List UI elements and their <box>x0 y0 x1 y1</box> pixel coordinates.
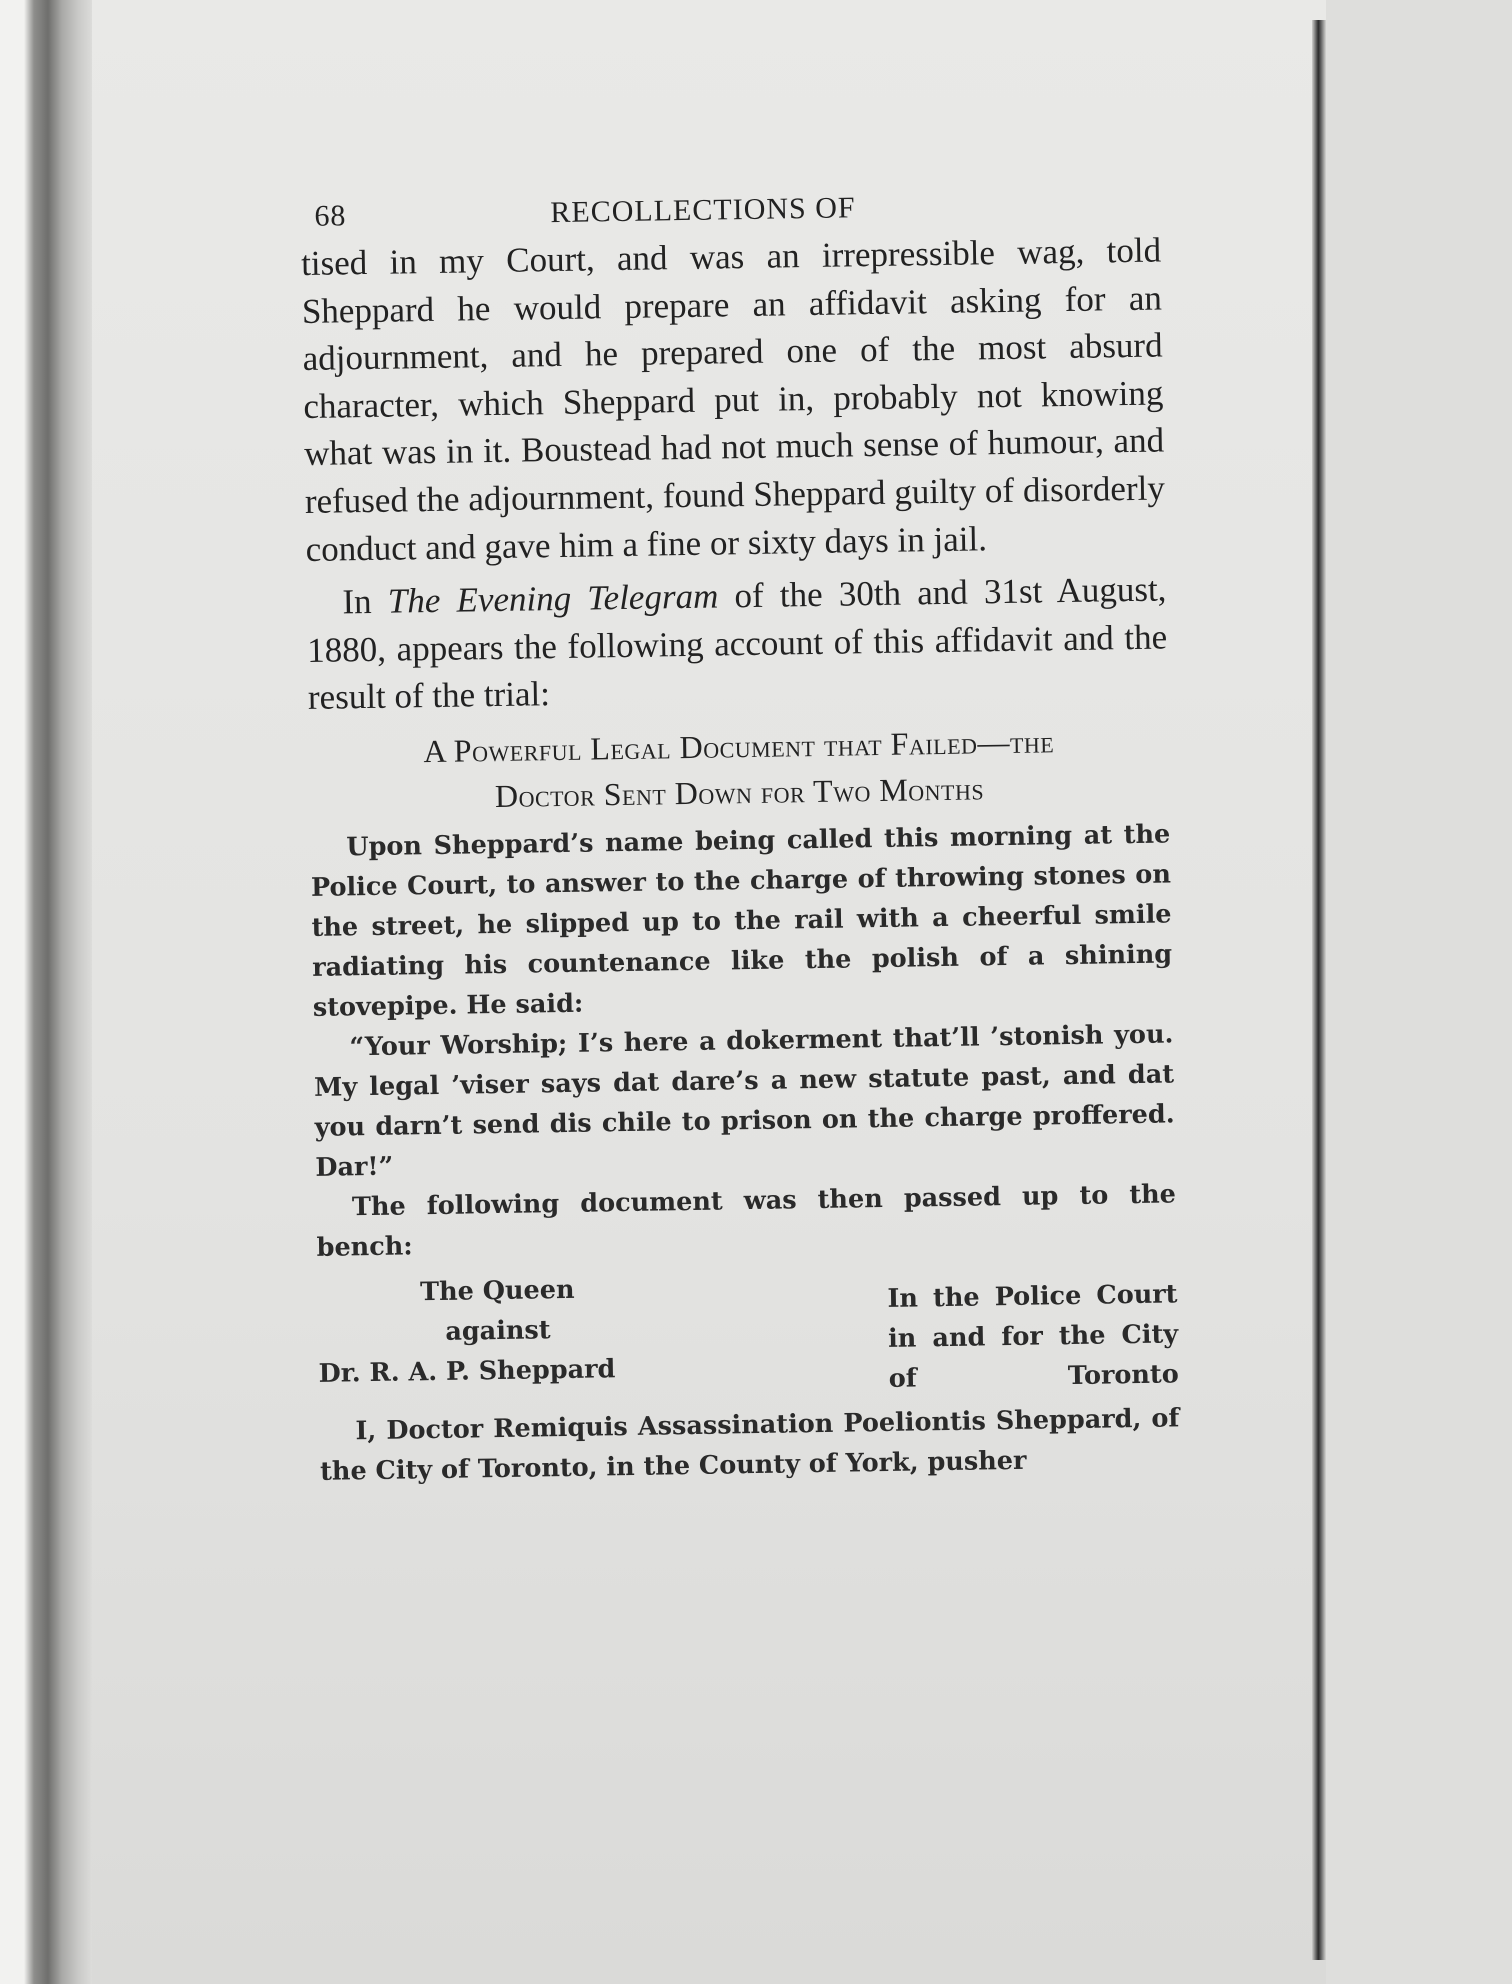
page-content <box>300 176 1180 1491</box>
quoted-paragraph-1: Upon Sheppard’s name being called this morning at the Police Court, to answer to the charge of throwing stones on the street, he slipped up to the rail with a cheerful smile radiating his countenance like the polish of a shining stovepipe. He said: <box>310 819 1173 1023</box>
case-parties <box>317 1268 679 1408</box>
paragraph-1: tised in my Court, and was an irrepressible wag, told Sheppard he would prepare an affidavit asking for an adjournment, and he prepared one of the most absurd character, which Sheppard put in, probably not knowing what was in it. Boustead had not much sense of humour, and refused the adjournment, found Sheppard guilty of disorderly conduct and gave him a fine or sixty days in jail. <box>300 230 1166 569</box>
case-party-plaintiff: The Queen <box>419 1274 575 1308</box>
quoted-paragraph-2: “Your Worship; I’s here a dokerment that’ll ’stonish you. My legal ’viser says dat dare’s a new statute past, and dat you darn’t send dis chile to prison on the charge proffered. Dar!” <box>313 1019 1175 1183</box>
case-court: In the Police Court in and for the City of Toronto <box>887 1279 1179 1394</box>
paragraph-2-rest: of the 30th and 31st August, 1880, appears the following account of this affidavit and the result of the trial: <box>306 569 1168 718</box>
case-caption <box>317 1260 1179 1407</box>
page-number: 68 <box>314 199 347 233</box>
article-heading-line-1: A Powerful Legal Document that Failed—the <box>423 723 1055 770</box>
facing-page-fragment <box>1326 0 1512 1984</box>
running-title: RECOLLECTIONS OF <box>550 191 856 230</box>
quoted-paragraph-3: The following document was then passed up to the bench: <box>316 1179 1177 1263</box>
article-heading-line-2: Doctor Sent Down for Two Months <box>494 770 985 814</box>
paragraph-2-lead: In <box>342 581 389 622</box>
quoted-paragraph-4: I, Doctor Remiquis Assassination Poeliontis Sheppard, of the City of Toronto, in the County of York, pusher <box>319 1403 1180 1487</box>
book-gutter <box>1312 20 1326 1960</box>
book-page-edge <box>0 0 92 1984</box>
case-against: against <box>445 1315 551 1347</box>
article-heading <box>308 716 1169 821</box>
newspaper-title: The Evening Telegram <box>387 576 719 621</box>
paragraph-2 <box>306 566 1168 722</box>
case-party-defendant: Dr. R. A. P. Sheppard <box>318 1354 616 1389</box>
